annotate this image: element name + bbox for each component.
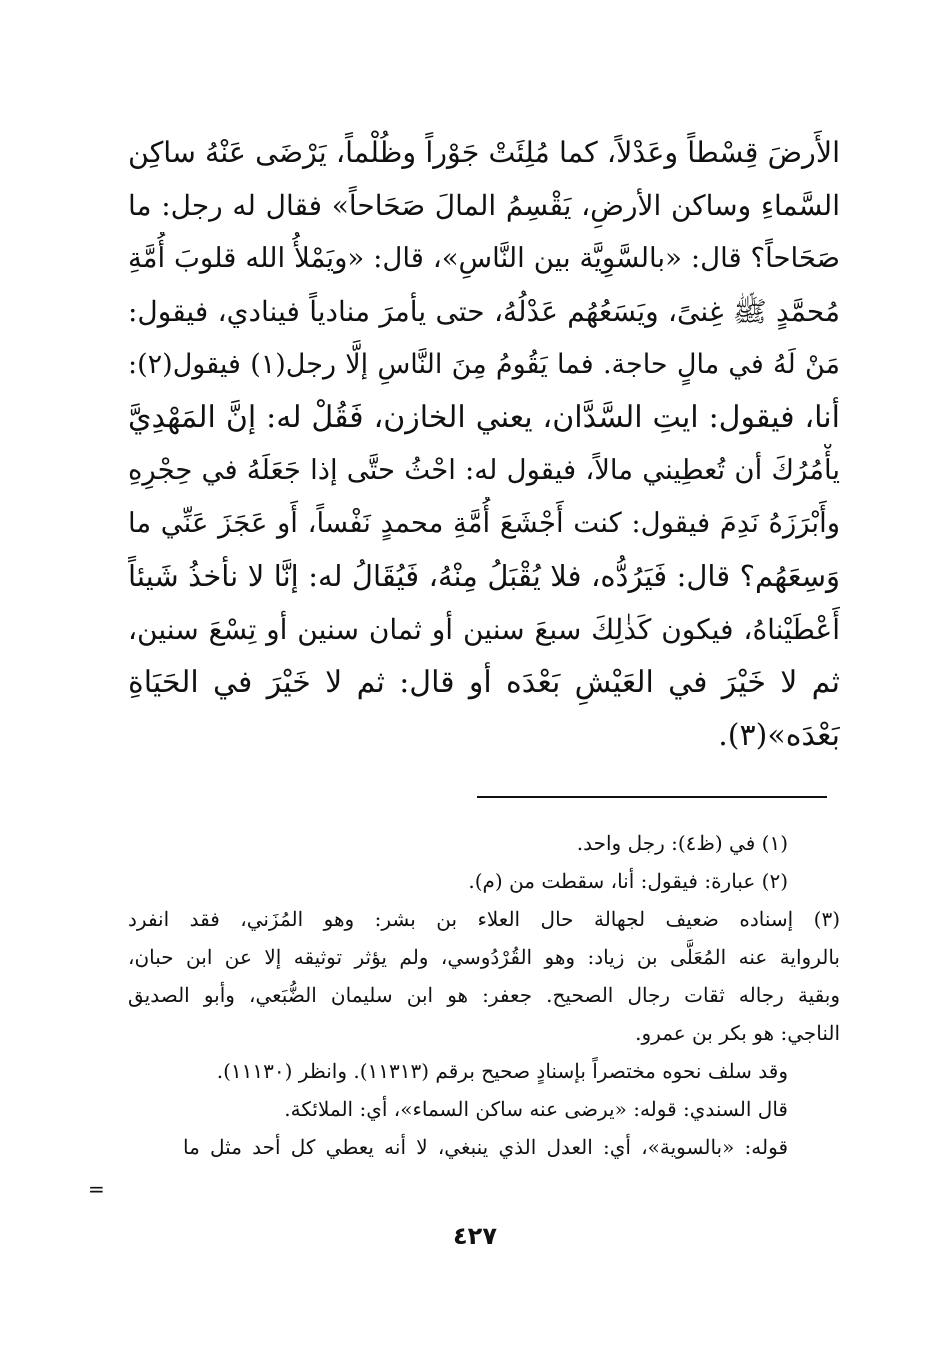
footnote-3-line: (٣) إسناده ضعيف لجهالة حال العلاء بن بشر: وهو المُزَني، فقد انفرد: [128, 907, 840, 931]
footnote-3-line: بالرواية عنه المُعَلَّى بن زياد: وهو القُرْدُوسي، ولم يؤثر توثيقه إلا عن ابن حبان،: [128, 945, 840, 969]
footnote-2: (٢) عبارة: فيقول: أنا، سقطت من (م).: [468, 869, 788, 893]
footnote-1: (١) في (ظ٤): رجل واحد.: [576, 831, 788, 855]
body-line: وأَبْرَزَهُ نَدِمَ فيقول: كنت أَجْشَعَ أُمَّةِ محمدٍ نَفْساً، أَو عَجَزَ عَنِّي ما: [128, 507, 840, 539]
body-line: صَحَاحاً؟ قال: «بالسَّوِيَّة بين النَّاسِ»، قال: «ويَمْلأُ الله قلوبَ أُمَّةِ: [128, 242, 840, 274]
body-line: السَّماءِ وساكن الأرضِ، يَقْسِمُ المالَ صَحَاحاً» فقال له رجل: ما: [128, 189, 840, 222]
main-body-text: [128, 126, 840, 762]
body-line: الأَرضَ قِسْطاً وعَدْلاً، كما مُلِئَتْ جَوْراً وظُلْماً، يَرْضَى عَنْهُ ساكِن: [128, 136, 840, 169]
footnote-3-line: الناجي: هو بكر بن عمرو.: [635, 1021, 840, 1045]
body-line: ثم لا خَيْرَ في العَيْشِ بَعْدَه أو قال: ثم لا خَيْرَ في الحَيَاةِ: [128, 665, 840, 700]
footnotes-section: [128, 824, 840, 1166]
page-number: ٤٢٧: [453, 1222, 497, 1250]
body-line: مَنْ لَهُ في مالٍ حاجة. فما يَقُومُ مِنَ النَّاسِ إلَّا رجل(١) فيقول(٢):: [128, 349, 840, 380]
body-line: بَعْدَه»(٣).: [718, 718, 840, 753]
body-line: أنا، فيقول: ايتِ السَّدَّان، يعني الخازن، فَقُلْ له: إنَّ المَهْدِيَّ: [128, 400, 840, 435]
body-line: يأْمُرُكَ أن تُعطِيني مالاً، فيقول له: احْثُ حتَّى إذا جَعَلَهُ في حِجْرِهِ: [128, 454, 840, 486]
footnote-note-line: قوله: «بالسوية»، أي: العدل الذي ينبغي، لا أنه يعطي كل أحد مثل ما: [183, 1135, 788, 1159]
body-line: وَسِعَهُم؟ قال: فَيَرُدُّه، فلا يُقْبَلُ مِنْهُ، فَيُقَالُ له: إنَّا لا نأخذُ شَيئاً: [128, 559, 840, 593]
footnote-separator: [477, 796, 827, 798]
footnote-3-line: وبقية رجاله ثقات رجال الصحيح. جعفر: هو ابن سليمان الضُّبَعي، وأبو الصديق: [128, 983, 840, 1007]
body-line: أَعْطَيْناهُ، فيكون كَذٰلِكَ سبعَ سنين أو ثمان سنين أو تِسْعَ سنين،: [128, 613, 840, 646]
footnote-note-line: وقد سلف نحوه مختصراً بإسنادٍ صحيح برقم (١١٣١٣). وانظر (١١١٣٠).: [216, 1059, 788, 1083]
footnote-note-line: قال السندي: قوله: «يرضى عنه ساكن السماء»، أي: الملائكة.: [284, 1097, 788, 1121]
continuation-mark: =: [88, 1177, 105, 1201]
body-line: مُحمَّدٍ ﷺ غِنىً، ويَسَعُهُم عَدْلُهُ، حتى يأمرَ منادياً فينادي، فيقول:: [128, 295, 840, 328]
